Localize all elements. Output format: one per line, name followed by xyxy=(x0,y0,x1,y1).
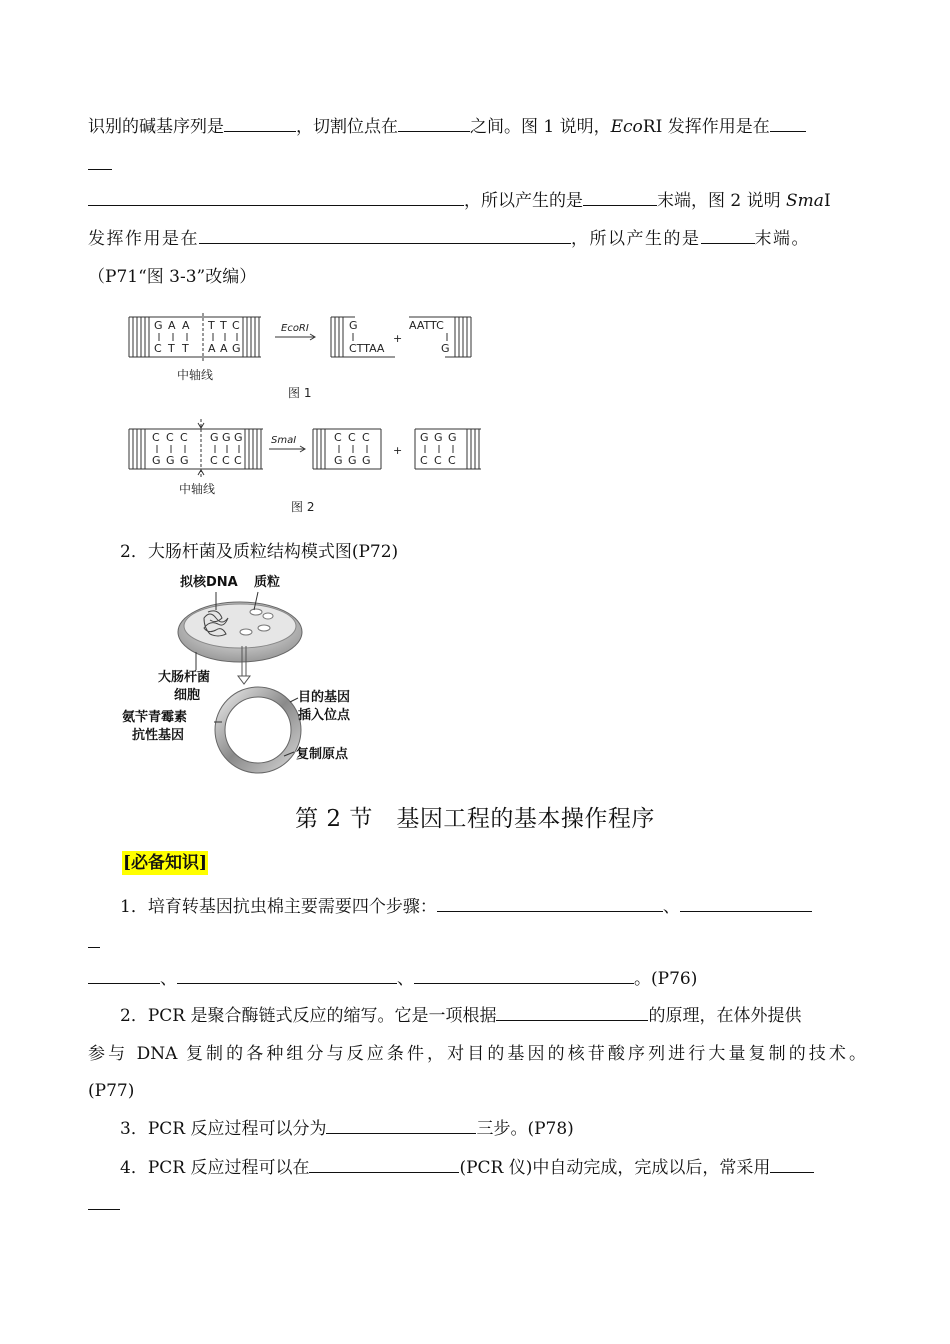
base: C xyxy=(348,431,356,444)
base: T xyxy=(220,319,227,332)
para1-line3 xyxy=(88,188,866,214)
item2-text: 2．大肠杆菌及质粒结构模式图(P72) xyxy=(120,542,399,562)
text: 末端。 xyxy=(754,229,810,249)
base: G xyxy=(180,454,189,467)
text: ，切割位点在 xyxy=(296,117,398,137)
text: ，所以产生的是 xyxy=(464,191,583,211)
q2-line3: (P77) xyxy=(88,1081,135,1101)
q1-line2 xyxy=(88,930,866,956)
para1-line2 xyxy=(88,152,866,178)
section-tag: [必备知识] xyxy=(123,853,208,873)
text: 、 xyxy=(662,897,680,917)
base: G xyxy=(152,454,161,467)
label-ori: 复制原点 xyxy=(296,747,349,762)
base: G xyxy=(222,431,231,444)
text: 3．PCR 反应过程可以分为 xyxy=(120,1119,327,1139)
plasmid-ring xyxy=(220,692,296,768)
text: ，所以产生的是 xyxy=(571,229,701,249)
axis-label: 中轴线 xyxy=(179,482,216,496)
blank-field[interactable] xyxy=(680,895,812,912)
text: 、 xyxy=(160,969,177,989)
base: C xyxy=(210,454,218,467)
q2-line2: 参与 DNA 复制的各种组分与反应条件，对目的基因的核苷酸序列进行大量复制的技术。 xyxy=(88,1044,866,1064)
text: I xyxy=(823,191,831,211)
blank-field[interactable] xyxy=(199,227,571,244)
text: 末端，图 2 说明 xyxy=(657,191,787,211)
section-title: 第 2 节 基因工程的基本操作程序 xyxy=(295,806,655,832)
enzyme-name: Eco xyxy=(610,117,643,137)
product-seq: G xyxy=(349,319,358,332)
blank-field[interactable] xyxy=(770,115,806,132)
q3-line xyxy=(120,1116,866,1142)
base: C xyxy=(420,454,428,467)
text: 。(P76) xyxy=(634,969,698,989)
blank-field[interactable] xyxy=(583,189,657,206)
blank-field[interactable] xyxy=(701,227,755,244)
base: A xyxy=(208,342,216,355)
base: G xyxy=(348,454,357,467)
label-insert: 插入位点 xyxy=(298,708,351,723)
base: T xyxy=(208,319,215,332)
blank-field[interactable] xyxy=(88,1193,120,1210)
text: 发挥作用是在 xyxy=(88,229,199,249)
base: C xyxy=(334,431,342,444)
blank-field[interactable] xyxy=(496,1004,648,1021)
plasmid-ring-inner xyxy=(225,697,291,763)
blank-field[interactable] xyxy=(177,967,397,984)
blank-field[interactable] xyxy=(326,1117,476,1134)
figure2 xyxy=(129,419,481,479)
base: C xyxy=(434,454,442,467)
label-plasmid: 质粒 xyxy=(254,575,281,590)
text: 的原理，在体外提供 xyxy=(648,1006,802,1026)
blank-field[interactable] xyxy=(88,967,160,984)
blank-field[interactable] xyxy=(88,189,464,206)
figure-caption: 图 2 xyxy=(291,500,315,514)
enzyme-label: EcoRⅠ xyxy=(281,323,309,334)
enzyme-name: Sma xyxy=(786,191,824,211)
para1-line4 xyxy=(88,226,866,252)
label-cell: 大肠杆菌 xyxy=(158,670,211,685)
product-seq: G xyxy=(441,342,450,355)
plus-sign: + xyxy=(393,444,403,457)
base: G xyxy=(210,431,219,444)
axis-label: 中轴线 xyxy=(177,368,214,382)
blank-field[interactable] xyxy=(88,153,112,170)
label-gene: 氨苄青霉素 xyxy=(122,710,188,725)
text: RI 发挥作用是在 xyxy=(642,117,770,137)
ecoli-plasmid-diagram xyxy=(118,570,378,775)
base: G xyxy=(154,319,163,332)
text: 2．PCR 是聚合酶链式反应的缩写。它是一项根据 xyxy=(120,1006,497,1026)
label-gene: 抗性基因 xyxy=(132,728,185,743)
label-nucleoid: 拟核DNA xyxy=(180,575,238,590)
base: C xyxy=(154,342,162,355)
enzyme-label: SmaⅠ xyxy=(271,435,297,446)
text: 三步。(P78) xyxy=(476,1119,574,1139)
blank-field[interactable] xyxy=(414,967,634,984)
base: G xyxy=(166,454,175,467)
product-seq: CTTAA xyxy=(349,342,385,355)
restriction-diagram xyxy=(125,305,495,525)
base: C xyxy=(152,431,160,444)
base: C xyxy=(448,454,456,467)
base: G xyxy=(334,454,343,467)
text: 1．培育转基因抗虫棉主要需要四个步骤： xyxy=(120,897,437,917)
q1-line1 xyxy=(120,894,866,920)
base: C xyxy=(180,431,188,444)
cell-interior xyxy=(184,604,296,648)
text: 4．PCR 反应过程可以在 xyxy=(120,1158,310,1178)
blank-field[interactable] xyxy=(224,115,296,132)
base: G xyxy=(448,431,457,444)
blank-field[interactable] xyxy=(309,1156,459,1173)
label-insert: 目的基因 xyxy=(298,690,351,705)
text: 之间。图 1 说明， xyxy=(470,117,611,137)
base: G xyxy=(434,431,443,444)
q4-line2 xyxy=(88,1192,866,1218)
base: G xyxy=(420,431,429,444)
plasmid-ring-outer xyxy=(215,687,301,773)
base: A xyxy=(220,342,228,355)
base: C xyxy=(232,319,240,332)
product-seq: AATTC xyxy=(409,319,444,332)
base: A xyxy=(182,319,190,332)
para1-line1 xyxy=(88,114,866,140)
base: C xyxy=(234,454,242,467)
base: T xyxy=(182,342,189,355)
base: C xyxy=(166,431,174,444)
label-cell: 细胞 xyxy=(174,688,201,703)
blank-field[interactable] xyxy=(398,115,470,132)
figure-caption: 图 1 xyxy=(288,386,312,400)
plus-sign: + xyxy=(393,332,403,345)
base: G xyxy=(232,342,241,355)
q4-line1 xyxy=(120,1155,866,1181)
base: T xyxy=(168,342,175,355)
base: G xyxy=(362,454,371,467)
text: 识别的碱基序列是 xyxy=(88,117,224,137)
base: G xyxy=(234,431,243,444)
pointer-line xyxy=(290,698,298,702)
base: C xyxy=(222,454,230,467)
blank-field[interactable] xyxy=(88,931,100,948)
q1-line3 xyxy=(88,966,866,992)
base: C xyxy=(362,431,370,444)
base: A xyxy=(168,319,176,332)
blank-field[interactable] xyxy=(437,895,663,912)
text: (PCR 仪)中自动完成，完成以后，常采用 xyxy=(459,1158,771,1178)
q2-line1 xyxy=(120,1003,866,1029)
blank-field[interactable] xyxy=(770,1156,814,1173)
para1-line5: （P71“图 3-3”改编） xyxy=(88,267,257,287)
text: 、 xyxy=(397,969,414,989)
